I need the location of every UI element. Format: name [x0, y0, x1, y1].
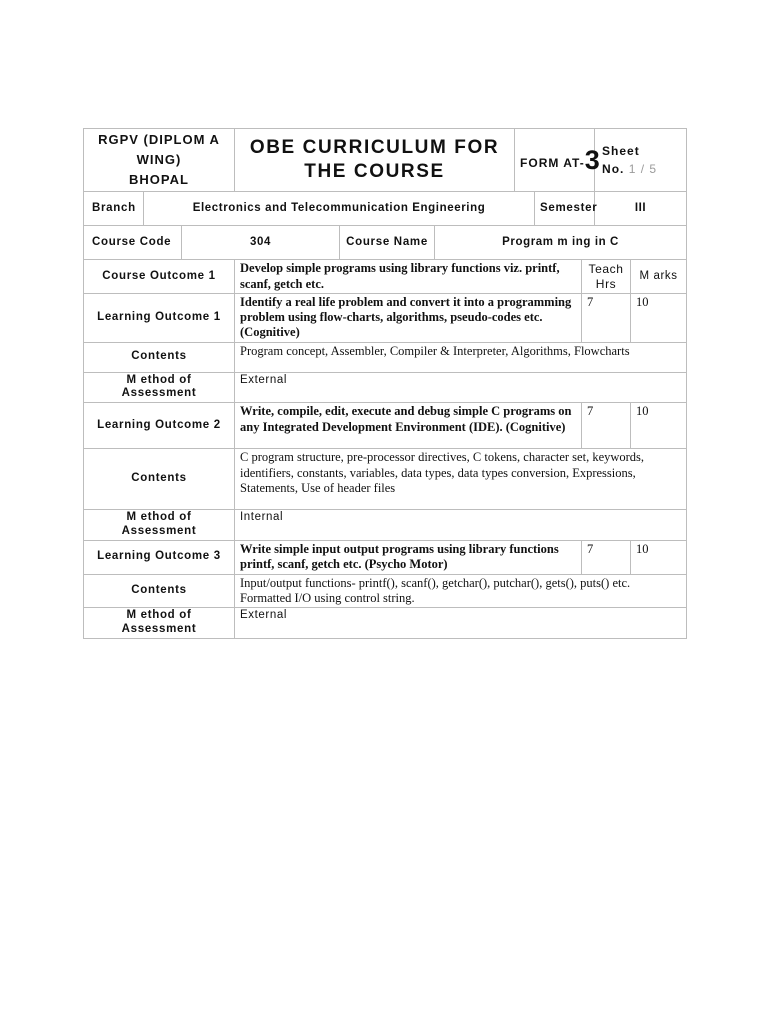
course-code-label: Course Code	[84, 226, 182, 260]
course-code-value: 304	[182, 226, 340, 260]
teach-hrs-value: 7	[582, 540, 631, 574]
marks-value: 10	[631, 540, 687, 574]
format-number: 3	[584, 145, 601, 176]
marks-value: 10	[631, 403, 687, 449]
branch-value: Electronics and Telecommunication Engineering	[144, 192, 535, 226]
curriculum-sheet	[83, 128, 686, 639]
contents-label: Contents	[84, 574, 235, 608]
assessment-value: Internal	[235, 510, 687, 541]
marks-header: M arks	[631, 260, 687, 294]
contents-row	[84, 574, 687, 608]
institution-cell	[84, 129, 235, 192]
institution-name: RGPV (DIPLOM A WING)	[98, 132, 220, 168]
course-name-label: Course Name	[340, 226, 435, 260]
teach-hrs-header: Teach Hrs	[582, 260, 631, 294]
document-title-line2: THE COURSE	[304, 161, 445, 183]
assessment-row	[84, 372, 687, 403]
format-label: FORM AT-	[520, 156, 585, 171]
teach-hrs-value: 7	[582, 293, 631, 342]
sheet-label: Sheet	[602, 143, 640, 158]
assessment-value: External	[235, 608, 687, 639]
contents-text: Input/output functions- printf(), scanf(), getchar(), putchar(), gets(), puts() etc. Formatted I/O using control string.	[235, 574, 687, 608]
learning-outcome-text: Write simple input output programs using library functions printf, scanf, getch etc. (Psycho Motor)	[235, 540, 582, 574]
branch-label: Branch	[84, 192, 144, 226]
learning-outcome-row	[84, 403, 687, 449]
course-outcome-text: Develop simple programs using library functions viz. printf, scanf, getch etc.	[235, 260, 582, 294]
assessment-label: M ethod of Assessment	[84, 510, 235, 541]
learning-outcome-row	[84, 540, 687, 574]
document-title-cell	[235, 129, 515, 192]
course-outcome-row	[84, 260, 687, 294]
learning-outcome-row	[84, 293, 687, 342]
learning-outcome-label: Learning Outcome 1	[84, 293, 235, 342]
assessment-label: M ethod of Assessment	[84, 372, 235, 403]
contents-row	[84, 342, 687, 372]
contents-row	[84, 449, 687, 510]
learning-outcome-text: Write, compile, edit, execute and debug simple C programs on any Integrated Development Environment (IDE). (Cognitive)	[235, 403, 582, 449]
sheet-no-label: No.	[602, 162, 625, 177]
document-title-line1: OBE CURRICULUM FOR	[249, 136, 500, 158]
header-row	[84, 129, 687, 192]
course-name-value: Program m ing in C	[435, 226, 687, 260]
contents-label: Contents	[84, 449, 235, 510]
institution-city: BHOPAL	[129, 172, 189, 188]
contents-text: C program structure, pre-processor directives, C tokens, character set, keywords, identifiers, constants, variables, data types, data types conversion, Expressions, Statements, Use of header files	[235, 449, 687, 510]
marks-value: 10	[631, 293, 687, 342]
contents-text: Program concept, Assembler, Compiler & Interpreter, Algorithms, Flowcharts	[235, 342, 687, 372]
assessment-label: M ethod of Assessment	[84, 608, 235, 639]
teach-hrs-value: 7	[582, 403, 631, 449]
sheet-page-number: 1 / 5	[628, 162, 658, 177]
course-row	[84, 226, 687, 260]
format-cell	[515, 129, 601, 192]
assessment-row	[84, 510, 687, 541]
contents-label: Contents	[84, 342, 235, 372]
semester-value: III	[595, 192, 687, 226]
assessment-value: External	[235, 372, 687, 403]
branch-row	[84, 192, 687, 226]
learning-outcome-label: Learning Outcome 2	[84, 403, 235, 449]
curriculum-table	[83, 128, 687, 639]
assessment-row	[84, 608, 687, 639]
learning-outcome-label: Learning Outcome 3	[84, 540, 235, 574]
course-outcome-label: Course Outcome 1	[84, 260, 235, 294]
semester-label: Semester	[535, 192, 595, 226]
learning-outcome-text: Identify a real life problem and convert it into a programming problem using flow-charts, algorithms, pseudo-codes etc. (Cognitive)	[235, 293, 582, 342]
sheet-number-cell	[595, 129, 687, 192]
